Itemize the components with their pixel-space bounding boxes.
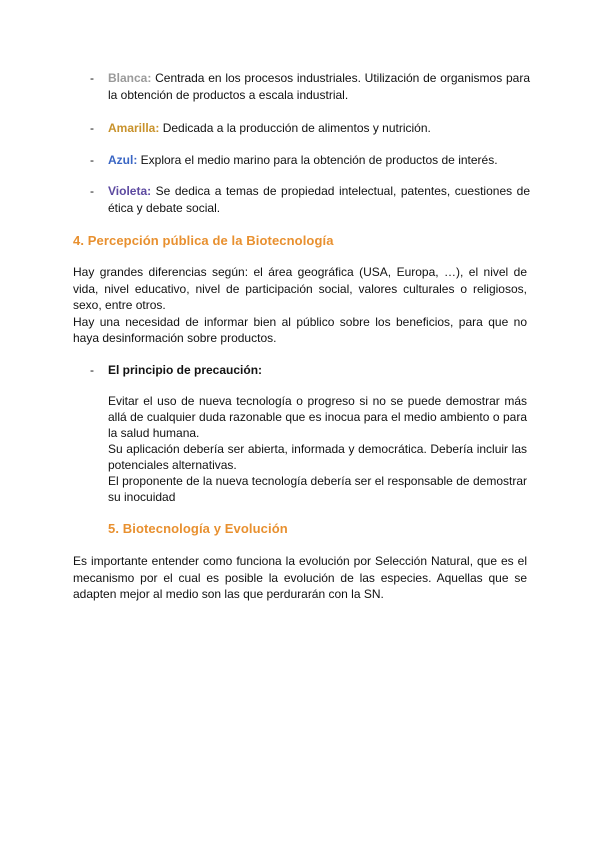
bullet-dash: - [90,363,94,377]
precaution-label: El principio de precaución: [108,363,263,377]
precaution-paragraph-2: Su aplicación debería ser abierta, informada y democrática. Debería incluir las potenciales alternativas. [108,442,527,472]
section-4-heading: 4. Percepción pública de la Biotecnología [73,233,334,248]
bullet-dash: - [90,153,94,167]
precaution-bullet [90,362,262,378]
description-amarilla: Dedicada a la producción de alimentos y nutrición. [159,121,431,135]
section-5-paragraph: Es importante entender como funciona la evolución por Selección Natural, que es el mecanismo por el cual es posible la evolución de las especies. Aquellas que se adapten mejor al medio son las que perdurarán con la SN. [73,554,527,601]
section-5-heading: 5. Biotecnología y Evolución [108,521,288,536]
list-item-blanca [90,70,530,104]
bullet-dash: - [90,121,94,135]
list-item-azul [90,152,530,169]
keyword-azul: Azul: [108,153,138,167]
precaution-paragraph-1: Evitar el uso de nueva tecnología o progreso si no se puede demostrar más allá de cualquier duda razonable que es inocua para el medio ambiento o para la salud humana. [108,394,527,440]
description-blanca: Centrada en los procesos industriales. Utilización de organismos para la obtención de productos a escala industrial. [108,71,530,102]
list-item-amarilla [90,120,530,137]
section-4-paragraph-2: Hay una necesidad de informar bien al público sobre los beneficios, para que no haya desinformación sobre productos. [73,314,527,345]
description-violeta: Se dedica a temas de propiedad intelectual, patentes, cuestiones de ética y debate social. [108,184,530,215]
bullet-dash: - [90,184,94,198]
section-4-body [73,264,527,347]
description-azul: Explora el medio marino para la obtención de productos de interés. [137,153,498,167]
list-item-violeta [90,183,530,217]
precaution-text [108,393,527,505]
keyword-violeta: Violeta: [108,184,152,198]
section-5-body [73,553,527,603]
keyword-amarilla: Amarilla: [108,121,160,135]
keyword-blanca: Blanca: [108,71,152,85]
section-4-paragraph-1: Hay grandes diferencias según: el área geográfica (USA, Europa, …), el nivel de vida, nivel educativo, nivel de participación social, valores culturales o religiosos, sexo, entre otros. [73,265,527,312]
bullet-dash: - [90,71,94,85]
precaution-paragraph-3: El proponente de la nueva tecnología debería ser el responsable de demostrar su inocuidad [108,474,527,504]
